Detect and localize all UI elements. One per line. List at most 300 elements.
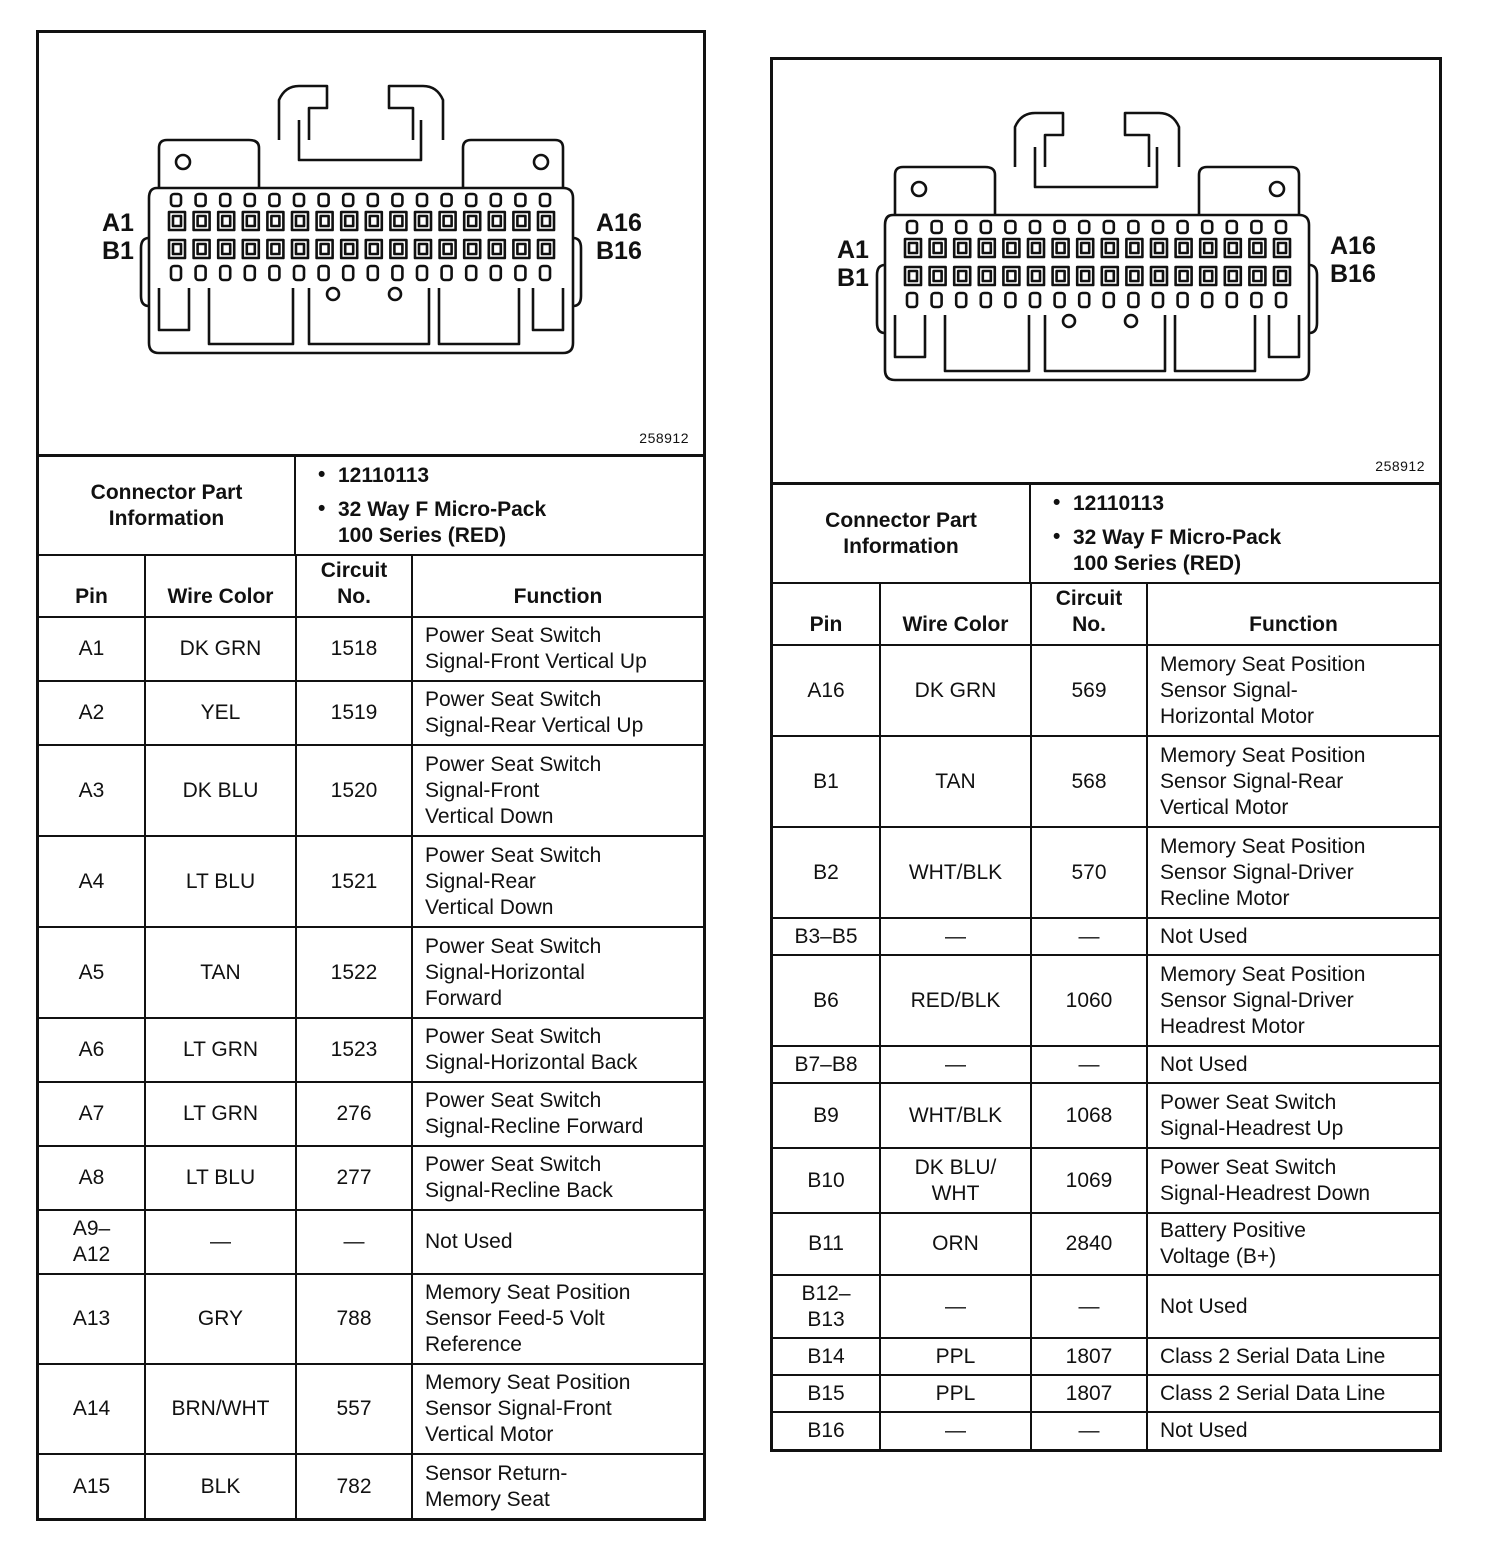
pin-slot xyxy=(1030,221,1040,233)
cell-wire-color: PPL xyxy=(880,1338,1031,1375)
table-row xyxy=(773,1046,1439,1083)
cell-pin: A2 xyxy=(39,681,145,745)
pin-slot xyxy=(442,194,452,206)
pinout-header-row xyxy=(39,555,703,617)
pin-slot xyxy=(392,266,402,280)
table-row xyxy=(773,918,1439,955)
table-row xyxy=(39,681,703,745)
cell-wire-color: DK BLU/ WHT xyxy=(880,1148,1031,1213)
pin-inner-b xyxy=(345,244,353,254)
pin-inner-b xyxy=(296,244,304,254)
pin-inner-a xyxy=(1180,243,1188,253)
connector-panel-left xyxy=(36,30,706,1521)
pin-inner-b xyxy=(1032,271,1040,281)
connector-part-info-values xyxy=(1030,485,1439,582)
cell-wire-color: ORN xyxy=(880,1213,1031,1275)
table-row xyxy=(39,1018,703,1082)
table-row xyxy=(773,1275,1439,1338)
cell-function: Power Seat Switch Signal-Recline Forward xyxy=(412,1082,703,1146)
table-row xyxy=(39,1210,703,1274)
pin-slot xyxy=(466,266,476,280)
pin-inner-b xyxy=(247,244,255,254)
cell-wire-color: LT GRN xyxy=(145,1018,296,1082)
cell-pin: B2 xyxy=(773,827,880,918)
pin-inner-b xyxy=(983,271,991,281)
cell-circuit: 1523 xyxy=(296,1018,412,1082)
cell-pin: B11 xyxy=(773,1213,880,1275)
cell-wire-color: YEL xyxy=(145,681,296,745)
cell-function: Power Seat Switch Signal-Horizontal Back xyxy=(412,1018,703,1082)
cell-wire-color: — xyxy=(880,1275,1031,1338)
connector-body-outline xyxy=(877,113,1317,380)
pin-inner-b xyxy=(1253,271,1261,281)
part-number: • 12110113 xyxy=(1053,490,1165,515)
pin-inner-b xyxy=(370,244,378,254)
table-row xyxy=(39,927,703,1018)
pin-slot xyxy=(1128,293,1138,307)
cell-circuit: 2840 xyxy=(1031,1213,1147,1275)
tower-left xyxy=(895,167,995,215)
cell-pin: B12– B13 xyxy=(773,1275,880,1338)
cell-function: Memory Seat Position Sensor Signal-Driver Headrest Motor xyxy=(1147,955,1439,1046)
table-row xyxy=(773,1213,1439,1275)
housing xyxy=(885,215,1309,380)
pin-slot xyxy=(1178,293,1188,307)
pin-inner-a xyxy=(1204,243,1212,253)
pin-inner-a xyxy=(517,216,525,226)
connector-info-table xyxy=(773,485,1439,582)
pin-slot xyxy=(515,266,525,280)
label-b1: B1 xyxy=(102,237,134,265)
pin-inner-a xyxy=(247,216,255,226)
cell-circuit: 568 xyxy=(1031,736,1147,827)
pin-slot xyxy=(932,293,942,307)
pin-inner-b xyxy=(271,244,279,254)
pin-inner-a xyxy=(1253,243,1261,253)
header-wire-color: Wire Color xyxy=(145,555,296,617)
pin-inner-b xyxy=(1204,271,1212,281)
cell-function: Memory Seat Position Sensor Signal- Horizontal Motor xyxy=(1147,645,1439,736)
cell-wire-color: DK GRN xyxy=(880,645,1031,736)
cell-function: Not Used xyxy=(1147,1046,1439,1083)
pin-slot xyxy=(319,266,329,280)
connector-body-outline xyxy=(141,86,581,353)
table-row xyxy=(773,1083,1439,1148)
table-row xyxy=(39,1454,703,1518)
pin-slot xyxy=(269,266,279,280)
cell-function: Power Seat Switch Signal-Horizontal Forward xyxy=(412,927,703,1018)
cell-pin: B9 xyxy=(773,1083,880,1148)
cell-circuit: — xyxy=(296,1210,412,1274)
pin-inner-a xyxy=(296,216,304,226)
part-description: • 32 Way F Micro-Pack 100 Series (RED) xyxy=(318,496,547,547)
table-row xyxy=(39,1364,703,1454)
cell-function: Power Seat Switch Signal-Rear Vertical Down xyxy=(412,836,703,927)
pin-slot xyxy=(907,221,917,233)
pin-inner-b xyxy=(419,244,427,254)
cell-circuit: — xyxy=(1031,1412,1147,1449)
pin-inner-b xyxy=(1180,271,1188,281)
pin-slot xyxy=(1055,221,1065,233)
pin-slot xyxy=(956,293,966,307)
pin-inner-a xyxy=(1278,243,1286,253)
cell-circuit: 276 xyxy=(296,1082,412,1146)
pin-slot xyxy=(1202,221,1212,233)
skirt xyxy=(209,288,293,344)
pin-slot xyxy=(269,194,279,206)
skirt xyxy=(895,315,925,357)
table-row xyxy=(773,955,1439,1046)
pin-slot xyxy=(491,194,501,206)
pin-slot xyxy=(1276,293,1286,307)
cell-function: Power Seat Switch Signal-Headrest Up xyxy=(1147,1083,1439,1148)
pin-inner-b xyxy=(321,244,329,254)
cell-wire-color: GRY xyxy=(145,1274,296,1364)
cell-wire-color: — xyxy=(880,918,1031,955)
pin-inner-b xyxy=(909,271,917,281)
pin-inner-a xyxy=(1155,243,1163,253)
pin-inner-a xyxy=(934,243,942,253)
pin-inner-b xyxy=(1278,271,1286,281)
cell-circuit: 782 xyxy=(296,1454,412,1518)
cell-wire-color: BRN/WHT xyxy=(145,1364,296,1454)
pin-slot xyxy=(1128,221,1138,233)
pin-inner-a xyxy=(444,216,452,226)
latch-bridge xyxy=(1035,147,1157,187)
table-row xyxy=(773,827,1439,918)
cell-pin: A1 xyxy=(39,617,145,681)
cell-function: Power Seat Switch Signal-Front Vertical Up xyxy=(412,617,703,681)
pin-inner-b xyxy=(1081,271,1089,281)
cell-pin: A14 xyxy=(39,1364,145,1454)
cell-wire-color: DK BLU xyxy=(145,745,296,836)
pin-inner-a xyxy=(909,243,917,253)
cell-function: Not Used xyxy=(412,1210,703,1274)
cell-wire-color: — xyxy=(880,1412,1031,1449)
cell-circuit: 570 xyxy=(1031,827,1147,918)
label-a1: A1 xyxy=(837,236,869,264)
pin-inner-b xyxy=(958,271,966,281)
pin-inner-a xyxy=(321,216,329,226)
table-row xyxy=(773,645,1439,736)
cell-pin: A15 xyxy=(39,1454,145,1518)
pin-slot xyxy=(907,293,917,307)
cell-function: Power Seat Switch Signal-Front Vertical Down xyxy=(412,745,703,836)
cell-wire-color: WHT/BLK xyxy=(880,827,1031,918)
table-row xyxy=(773,1338,1439,1375)
cell-pin: B3–B5 xyxy=(773,918,880,955)
pin-slot xyxy=(491,266,501,280)
header-function: Function xyxy=(412,555,703,617)
pin-inner-b xyxy=(517,244,525,254)
pin-slot xyxy=(1079,221,1089,233)
pin-slot xyxy=(1104,221,1114,233)
cell-pin: A4 xyxy=(39,836,145,927)
pin-inner-b xyxy=(1155,271,1163,281)
figure-id: 258912 xyxy=(639,430,689,446)
connector-info-row xyxy=(39,457,703,554)
cell-wire-color: TAN xyxy=(145,927,296,1018)
pin-slot xyxy=(368,194,378,206)
cell-circuit: 277 xyxy=(296,1146,412,1210)
cell-circuit: 1518 xyxy=(296,617,412,681)
latch-hole xyxy=(176,155,190,169)
pin-inner-a xyxy=(542,216,550,226)
table-row xyxy=(39,745,703,836)
cell-circuit: 557 xyxy=(296,1364,412,1454)
connector-diagram xyxy=(773,60,1439,485)
cell-function: Power Seat Switch Signal-Rear Vertical Up xyxy=(412,681,703,745)
latch-hole xyxy=(1270,182,1284,196)
cell-function: Not Used xyxy=(1147,918,1439,955)
table-row xyxy=(773,736,1439,827)
latch-bridge xyxy=(299,120,421,160)
cell-function: Battery Positive Voltage (B+) xyxy=(1147,1213,1439,1275)
pin-slot xyxy=(1251,293,1261,307)
cell-pin: B14 xyxy=(773,1338,880,1375)
cell-pin: A6 xyxy=(39,1018,145,1082)
table-row xyxy=(39,1082,703,1146)
cell-pin: B15 xyxy=(773,1375,880,1412)
skirt xyxy=(1175,315,1255,371)
connector-info-table xyxy=(39,457,703,554)
pin-inner-a xyxy=(345,216,353,226)
pin-slot xyxy=(1005,221,1015,233)
pin-slot xyxy=(196,194,206,206)
pin-slot xyxy=(1005,293,1015,307)
cell-wire-color: — xyxy=(880,1046,1031,1083)
housing xyxy=(149,188,573,353)
cell-wire-color: BLK xyxy=(145,1454,296,1518)
cell-circuit: 1060 xyxy=(1031,955,1147,1046)
pin-inner-a xyxy=(419,216,427,226)
pin-slot xyxy=(1153,293,1163,307)
label-b16: B16 xyxy=(1330,260,1376,288)
pin-slot xyxy=(515,194,525,206)
pin-slot xyxy=(981,293,991,307)
cell-wire-color: DK GRN xyxy=(145,617,296,681)
pin-inner-b xyxy=(1106,271,1114,281)
pin-inner-b xyxy=(542,244,550,254)
key-notch xyxy=(327,288,339,300)
tower-left xyxy=(159,140,259,188)
table-row xyxy=(773,1148,1439,1213)
connector-panel-right xyxy=(770,57,1442,1452)
latch-arm-left xyxy=(1015,113,1063,167)
pin-inner-b xyxy=(1007,271,1015,281)
cell-wire-color: WHT/BLK xyxy=(880,1083,1031,1148)
pin-slot xyxy=(1227,293,1237,307)
table-row xyxy=(39,1146,703,1210)
pin-slot xyxy=(417,194,427,206)
cell-circuit: 569 xyxy=(1031,645,1147,736)
connector-part-info-label: Connector Part Information xyxy=(39,457,295,554)
pin-slot xyxy=(1178,221,1188,233)
pin-inner-a xyxy=(958,243,966,253)
pinout-header-row xyxy=(773,583,1439,645)
pin-slot xyxy=(294,266,304,280)
cell-function: Class 2 Serial Data Line xyxy=(1147,1375,1439,1412)
pin-slot xyxy=(220,194,230,206)
pin-inner-a xyxy=(1057,243,1065,253)
pin-slot xyxy=(932,221,942,233)
pin-slot xyxy=(343,266,353,280)
pin-slot xyxy=(1030,293,1040,307)
pin-inner-a xyxy=(394,216,402,226)
pinout-table xyxy=(773,582,1439,1449)
latch-arm-right xyxy=(1125,113,1179,167)
table-row xyxy=(39,1274,703,1364)
pin-slot xyxy=(1202,293,1212,307)
pin-slot xyxy=(343,194,353,206)
pin-inner-a xyxy=(370,216,378,226)
connector-info-row xyxy=(773,485,1439,582)
pin-inner-a xyxy=(173,216,181,226)
table-row xyxy=(39,836,703,927)
pin-inner-a xyxy=(493,216,501,226)
pin-slot xyxy=(1104,293,1114,307)
cell-circuit: 788 xyxy=(296,1274,412,1364)
cell-pin: A3 xyxy=(39,745,145,836)
cell-circuit: 1519 xyxy=(296,681,412,745)
header-circuit: Circuit No. xyxy=(1031,583,1147,645)
skirt xyxy=(945,315,1029,371)
pin-inner-b xyxy=(493,244,501,254)
cell-function: Memory Seat Position Sensor Feed-5 Volt Reference xyxy=(412,1274,703,1364)
cell-pin: B10 xyxy=(773,1148,880,1213)
pin-inner-b xyxy=(1130,271,1138,281)
pin-slot xyxy=(1276,221,1286,233)
cell-wire-color: PPL xyxy=(880,1375,1031,1412)
pin-slot xyxy=(1079,293,1089,307)
table-row xyxy=(39,617,703,681)
pin-inner-b xyxy=(394,244,402,254)
pin-slot xyxy=(417,266,427,280)
cell-pin: A16 xyxy=(773,645,880,736)
pin-inner-b xyxy=(444,244,452,254)
pin-inner-a xyxy=(271,216,279,226)
pin-slot xyxy=(171,194,181,206)
pin-slot xyxy=(220,266,230,280)
cell-pin: B7–B8 xyxy=(773,1046,880,1083)
connector-part-info-label: Connector Part Information xyxy=(773,485,1030,582)
pin-inner-a xyxy=(1229,243,1237,253)
cell-wire-color: LT GRN xyxy=(145,1082,296,1146)
cell-pin: A9– A12 xyxy=(39,1210,145,1274)
pin-slot xyxy=(245,266,255,280)
pin-slot xyxy=(1153,221,1163,233)
pin-slot xyxy=(442,266,452,280)
cell-circuit: 1521 xyxy=(296,836,412,927)
pin-inner-a xyxy=(198,216,206,226)
pin-slot xyxy=(1227,221,1237,233)
pin-inner-a xyxy=(1106,243,1114,253)
label-b1: B1 xyxy=(837,264,869,292)
label-a1: A1 xyxy=(102,209,134,237)
pin-inner-a xyxy=(1032,243,1040,253)
pin-slot xyxy=(1055,293,1065,307)
cell-pin: A8 xyxy=(39,1146,145,1210)
table-row xyxy=(773,1412,1439,1449)
skirt xyxy=(1269,315,1299,357)
header-pin: Pin xyxy=(773,583,880,645)
pin-inner-a xyxy=(222,216,230,226)
cell-circuit: — xyxy=(1031,918,1147,955)
cell-wire-color: LT BLU xyxy=(145,1146,296,1210)
cell-wire-color: RED/BLK xyxy=(880,955,1031,1046)
pin-slot xyxy=(540,194,550,206)
cell-function: Power Seat Switch Signal-Recline Back xyxy=(412,1146,703,1210)
pin-inner-a xyxy=(983,243,991,253)
pin-slot xyxy=(294,194,304,206)
pin-slot xyxy=(392,194,402,206)
part-description: • 32 Way F Micro-Pack 100 Series (RED) xyxy=(1053,524,1282,575)
pin-slot xyxy=(171,266,181,280)
pin-slot xyxy=(540,266,550,280)
pin-inner-b xyxy=(934,271,942,281)
cell-wire-color: LT BLU xyxy=(145,836,296,927)
cell-circuit: 1807 xyxy=(1031,1375,1147,1412)
cell-wire-color: — xyxy=(145,1210,296,1274)
cell-circuit: 1069 xyxy=(1031,1148,1147,1213)
label-a16: A16 xyxy=(596,209,642,237)
cell-function: Memory Seat Position Sensor Signal-Front Vertical Motor xyxy=(412,1364,703,1454)
cell-pin: B16 xyxy=(773,1412,880,1449)
pin-inner-b xyxy=(173,244,181,254)
cell-circuit: — xyxy=(1031,1046,1147,1083)
cell-circuit: 1807 xyxy=(1031,1338,1147,1375)
cell-function: Not Used xyxy=(1147,1412,1439,1449)
latch-hole xyxy=(534,155,548,169)
header-circuit: Circuit No. xyxy=(296,555,412,617)
latch-hole xyxy=(912,182,926,196)
label-b16: B16 xyxy=(596,237,642,265)
pin-inner-a xyxy=(1081,243,1089,253)
latch-arm-left xyxy=(279,86,327,140)
cell-function: Sensor Return- Memory Seat xyxy=(412,1454,703,1518)
skirt xyxy=(159,288,189,330)
pin-slot xyxy=(956,221,966,233)
cell-wire-color: TAN xyxy=(880,736,1031,827)
cell-pin: A13 xyxy=(39,1274,145,1364)
cell-function: Not Used xyxy=(1147,1275,1439,1338)
pin-inner-b xyxy=(198,244,206,254)
cell-circuit: 1068 xyxy=(1031,1083,1147,1148)
header-function: Function xyxy=(1147,583,1439,645)
cell-function: Memory Seat Position Sensor Signal-Rear Vertical Motor xyxy=(1147,736,1439,827)
pin-slot xyxy=(196,266,206,280)
latch-arm-right xyxy=(389,86,443,140)
pin-inner-a xyxy=(1130,243,1138,253)
table-row xyxy=(773,1375,1439,1412)
pin-slot xyxy=(466,194,476,206)
cell-function: Memory Seat Position Sensor Signal-Driver Recline Motor xyxy=(1147,827,1439,918)
part-number: • 12110113 xyxy=(318,462,430,487)
connector-diagram xyxy=(39,33,703,457)
cell-function: Power Seat Switch Signal-Headrest Down xyxy=(1147,1148,1439,1213)
cell-circuit: 1520 xyxy=(296,745,412,836)
cell-pin: A7 xyxy=(39,1082,145,1146)
key-notch xyxy=(389,288,401,300)
key-notch xyxy=(1063,315,1075,327)
skirt xyxy=(533,288,563,330)
header-wire-color: Wire Color xyxy=(880,583,1031,645)
pin-slot xyxy=(981,221,991,233)
pin-slot xyxy=(245,194,255,206)
pin-slot xyxy=(319,194,329,206)
pin-inner-b xyxy=(468,244,476,254)
cell-function: Class 2 Serial Data Line xyxy=(1147,1338,1439,1375)
